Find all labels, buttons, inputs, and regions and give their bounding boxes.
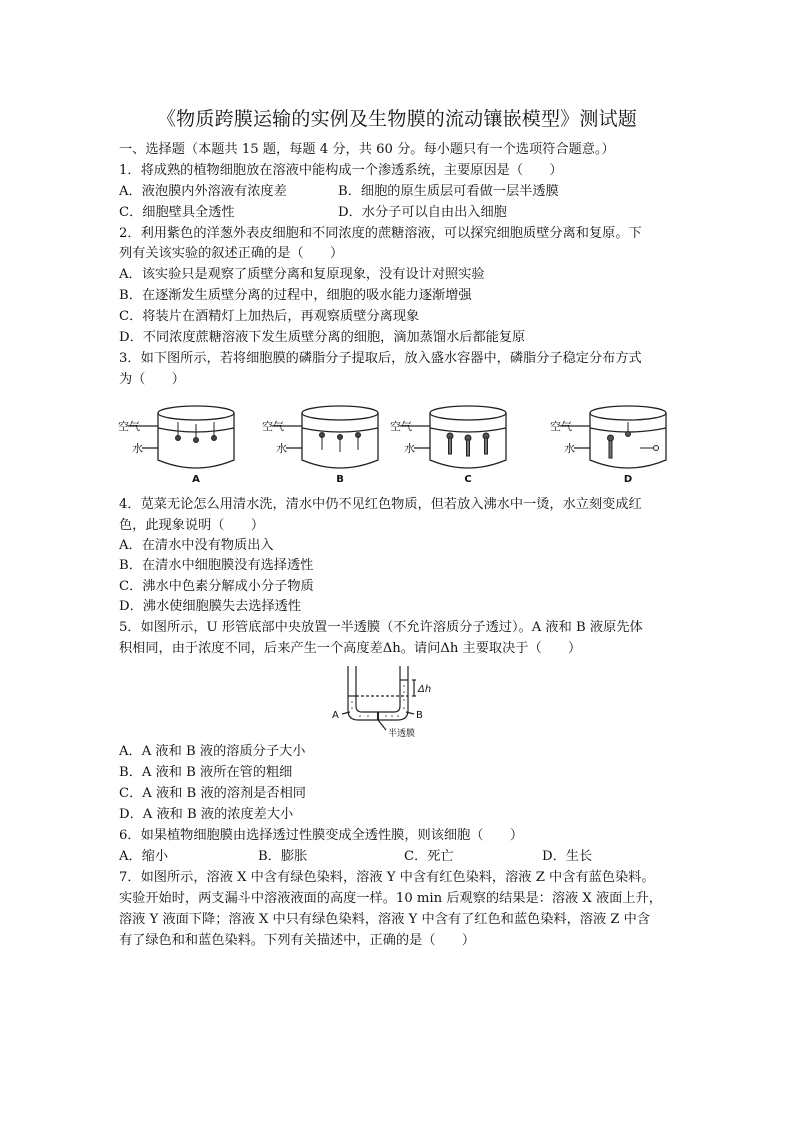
beaker-a	[128, 406, 234, 468]
q2-option-a: A．该实验只是观察了质壁分离和复原现象，没有设计对照实验	[119, 267, 485, 282]
q2-option-c: C．将装片在酒精灯上加热后，再观察质壁分离现象	[119, 309, 420, 324]
q3-label-water-d: 水	[564, 442, 575, 455]
q3-fig-label-c: C	[464, 474, 472, 485]
q3-label-air-b: 空气	[262, 420, 284, 433]
q3-stem-line2: 为（ ）	[119, 372, 185, 387]
q5-option-b: B．A 液和 B 液所在管的粗细	[119, 765, 293, 780]
q4-stem-line2: 色，此现象说明（ ）	[119, 518, 265, 533]
q3-fig-label-a: A	[192, 474, 200, 485]
q3-label-air-c: 空气	[390, 420, 412, 433]
page-title: 《物质跨膜运输的实例及生物膜的流动镶嵌模型》测试题	[156, 108, 637, 130]
q3-label-air-a: 空气	[118, 420, 140, 433]
q5-fig-label-b: B	[416, 710, 423, 721]
q5-u-tube-figure	[330, 662, 440, 740]
q3-fig-label-b: B	[336, 474, 344, 485]
q7-line2: 实验开始时，两支漏斗中溶液液面的高度一样。10 min 后观察的结果是：溶液 X 液面上升，	[119, 891, 662, 906]
q7-line3: 溶液 Y 液面下降；溶液 X 中只有绿色染料，溶液 Y 中含有了红色和蓝色染料，溶液 Z 中含	[119, 912, 651, 927]
q3-label-water-c: 水	[404, 442, 415, 455]
q2-option-b: B．在逐渐发生质壁分离的过程中，细胞的吸水能力逐渐增强	[119, 288, 472, 303]
q1-option-a: A．液泡膜内外溶液有浓度差	[119, 184, 287, 199]
q3-label-air-d: 空气	[550, 420, 572, 433]
q5-stem-line2: 积相同，由于浓度不同，后来产生一个高度差Δh。请问Δh 主要取决于（ ）	[119, 641, 582, 656]
q4-option-a: A．在清水中没有物质出入	[119, 538, 274, 553]
q1-option-b: B．细胞的原生质层可看做一层半透膜	[338, 184, 559, 199]
q5-fig-delta-h: Δh	[418, 684, 432, 695]
q7-line1: 7．如图所示，溶液 X 中含有绿色染料，溶液 Y 中含有红色染料，溶液 Z 中含有蓝色染料。	[119, 870, 655, 885]
q3-fig-label-d: D	[623, 474, 633, 485]
q4-option-b: B．在清水中细胞膜没有选择透性	[119, 558, 314, 573]
q1-option-c: C．细胞壁具全透性	[119, 205, 235, 220]
q6-option-c: C．死亡	[404, 849, 454, 864]
q7-line4: 有了绿色和和蓝色染料。下列有关描述中，正确的是（ ）	[119, 933, 476, 948]
q6-stem: 6．如果植物细胞膜由选择透过性膜变成全透性膜，则该细胞（ ）	[119, 828, 524, 843]
q4-option-d: D．沸水使细胞膜失去选择透性	[119, 599, 302, 614]
q2-option-d: D．不同浓度蔗糖溶液下发生质壁分离的细胞，滴加蒸馏水后都能复原	[119, 330, 526, 345]
q1-option-d: D．水分子可以自由出入细胞	[338, 205, 507, 220]
q6-option-a: A．缩小	[119, 849, 169, 864]
q1-stem: 1．将成熟的植物细胞放在溶液中能构成一个渗透系统，主要原因是（ ）	[119, 163, 563, 178]
q3-stem-line1: 3．如下图所示，若将细胞膜的磷脂分子提取后，放入盛水容器中，磷脂分子稳定分布方式	[119, 351, 642, 366]
q3-label-water-a: 水	[132, 442, 143, 455]
section-heading: 一、选择题（本题共 15 题，每题 4 分，共 60 分。每小题只有一个选项符合题意。）	[119, 142, 615, 157]
q5-fig-label-a: A	[332, 710, 339, 721]
q6-option-b: B．膨胀	[258, 849, 308, 864]
q6-option-d: D．生长	[542, 849, 593, 864]
q5-stem-line1: 5．如图所示，U 形管底部中央放置一半透膜（不允许溶质分子透过）。A 液和 B 液原先体	[119, 620, 643, 635]
q3-figure	[118, 398, 678, 488]
beaker-b	[272, 406, 378, 468]
q2-stem-line2: 列有关该实验的叙述正确的是（ ）	[119, 246, 344, 261]
q5-option-d: D．A 液和 B 液的浓度差大小	[119, 807, 294, 822]
q5-fig-membrane: 半透膜	[388, 729, 416, 739]
q4-stem-line1: 4．苋菜无论怎么用清水洗，清水中仍不见红色物质，但若放入沸水中一烫，水立刻变成红	[119, 497, 642, 512]
q5-option-a: A．A 液和 B 液的溶质分子大小	[119, 744, 306, 759]
q4-option-c: C．沸水中色素分解成小分子物质	[119, 579, 314, 594]
q2-stem-line1: 2．利用紫色的洋葱外表皮细胞和不同浓度的蔗糖溶液，可以探究细胞质壁分离和复原。下	[119, 226, 642, 241]
q3-label-water-b: 水	[276, 442, 287, 455]
q5-option-c: C．A 液和 B 液的溶剂是否相同	[119, 786, 306, 801]
